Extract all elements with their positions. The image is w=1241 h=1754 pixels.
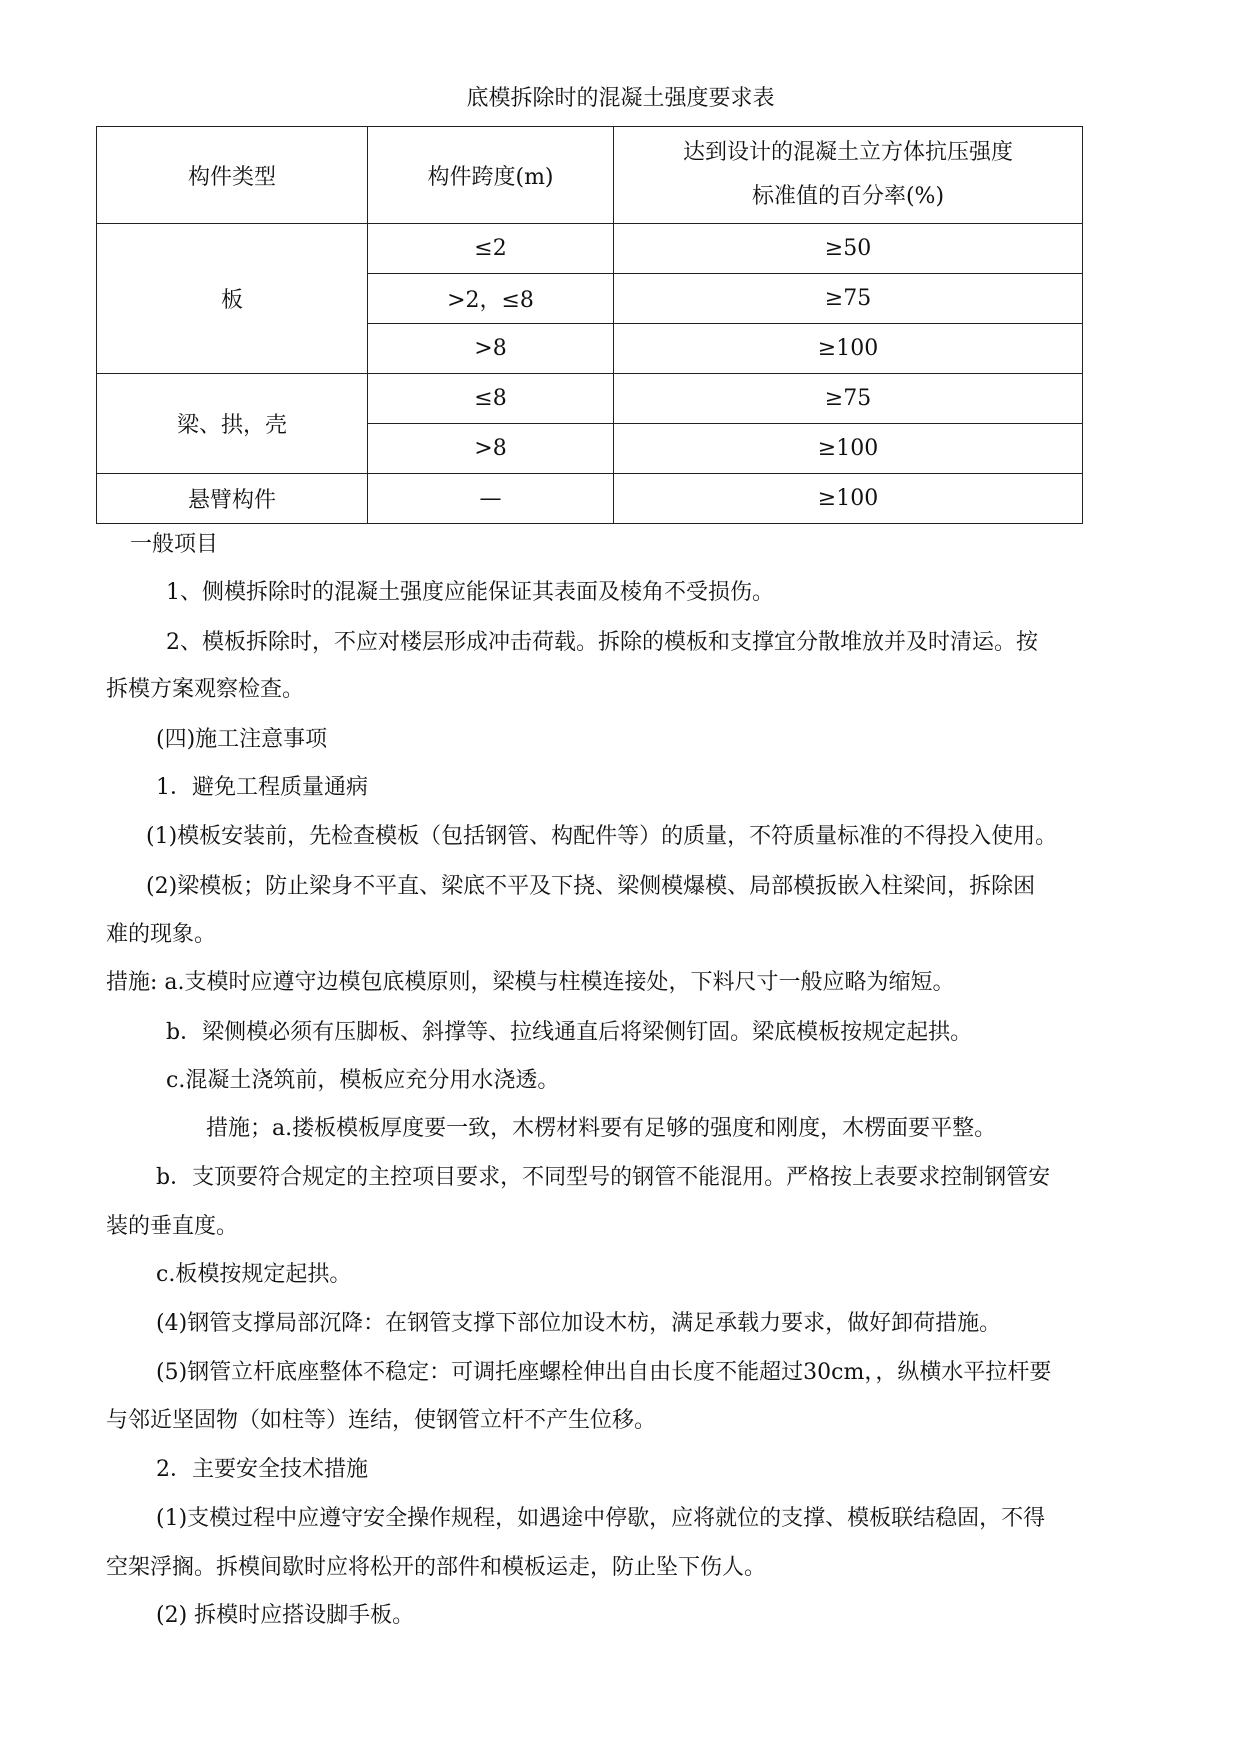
table-row xyxy=(97,474,1083,524)
cell-type-cantilever: 悬臂构件 xyxy=(97,474,368,524)
cell-span: >2，≤8 xyxy=(368,274,614,324)
paragraph: 措施: a.支模时应遵守边模包底模原则，梁模与柱模连接处，下料尺寸一般应略为缩短。 xyxy=(106,970,955,995)
cell-strength: ≥75 xyxy=(614,374,1083,424)
cell-span: >8 xyxy=(368,424,614,474)
paragraph: 措施；a.搂板模板厚度要一致，木楞材料要有足够的强度和刚度，木楞面要平整。 xyxy=(206,1116,997,1141)
paragraph-continuation: 装的垂直度。 xyxy=(106,1214,239,1239)
paragraph-continuation: 难的现象。 xyxy=(106,922,217,947)
cell-strength: ≥100 xyxy=(614,324,1083,374)
cell-strength: ≥50 xyxy=(614,224,1083,274)
paragraph: (2) 拆模时应搭设脚手板。 xyxy=(156,1603,415,1628)
cell-type-beam-arch-shell: 梁、拱，壳 xyxy=(97,374,368,474)
header-strength-line1: 达到设计的混凝土立方体抗压强度 xyxy=(682,140,1013,165)
cell-span: — xyxy=(368,474,614,524)
paragraph: 1、侧模拆除时的混凝土强度应能保证其表面及棱角不受损伤。 xyxy=(166,580,774,605)
section-heading-general-items: 一般项目 xyxy=(130,532,219,557)
paragraph: b．支顶要符合规定的主控项目要求，不同型号的钢管不能混用。严格按上表要求控制钢管安 xyxy=(156,1165,1051,1190)
paragraph-continuation: 空架浮搁。拆模间歇时应将松开的部件和模板运走，防止坠下伤人。 xyxy=(106,1555,767,1580)
cell-type-slab: 板 xyxy=(97,224,368,374)
paragraph: (4)钢管支撑局部沉降：在钢管支撑下部位加设木枋，满足承载力要求，做好卸荷措施。 xyxy=(156,1311,1002,1336)
subsection-heading-quality-issues: 1．避免工程质量通病 xyxy=(156,775,368,800)
paragraph: c.板模按规定起拱。 xyxy=(156,1262,352,1287)
paragraph: c.混凝土浇筑前，模板应充分用水浇透。 xyxy=(166,1068,560,1093)
paragraph: (5)钢管立杆底座整体不稳定：可调托座螺栓伸出自由长度不能超过30cm，，纵横水平拉杆要 xyxy=(156,1360,1052,1385)
section-heading-construction-notes: (四)施工注意事项 xyxy=(156,727,328,752)
paragraph: (1)支模过程中应遵守安全操作规程，如遇途中停歇，应将就位的支撑、模板联结稳固，不得 xyxy=(156,1506,1046,1531)
paragraph-continuation: 拆模方案观察检查。 xyxy=(106,677,305,702)
cell-span: ≤8 xyxy=(368,374,614,424)
cell-span: ≤2 xyxy=(368,224,614,274)
table-row xyxy=(97,374,1083,424)
header-component-type: 构件类型 xyxy=(97,127,368,224)
paragraph: b．梁侧模必须有压脚板、斜撑等、拉线通直后将梁侧钉固。梁底模板按规定起拱。 xyxy=(166,1020,973,1045)
header-strength xyxy=(614,127,1083,224)
header-strength-line2: 标准值的百分率(%) xyxy=(751,184,945,209)
header-span: 构件跨度(m) xyxy=(368,127,614,224)
paragraph: (2)梁模板；防止梁身不平直、梁底不平及下挠、梁侧模爆模、局部模扳嵌入柱梁间，拆除困 xyxy=(146,874,1036,899)
paragraph-continuation: 与邻近坚固物（如柱等）连结，使钢管立杆不产生位移。 xyxy=(106,1408,657,1433)
paragraph: 2、模板拆除时，不应对楼层形成冲击荷载。拆除的模板和支撑宜分散堆放并及时清运。按 xyxy=(166,630,1039,655)
cell-span: >8 xyxy=(368,324,614,374)
table-row xyxy=(97,224,1083,274)
cell-strength: ≥100 xyxy=(614,424,1083,474)
cell-strength: ≥75 xyxy=(614,274,1083,324)
cell-strength: ≥100 xyxy=(614,474,1083,524)
subsection-heading-safety-measures: 2．主要安全技术措施 xyxy=(156,1457,368,1482)
table-header-row xyxy=(97,127,1083,224)
strength-requirement-table xyxy=(96,126,1083,524)
paragraph: (1)模板安装前，先检查模板（包括钢管、构配件等）的质量，不符质量标准的不得投入使用。 xyxy=(146,824,1058,849)
table-title: 底模拆除时的混凝土强度要求表 xyxy=(466,86,775,111)
